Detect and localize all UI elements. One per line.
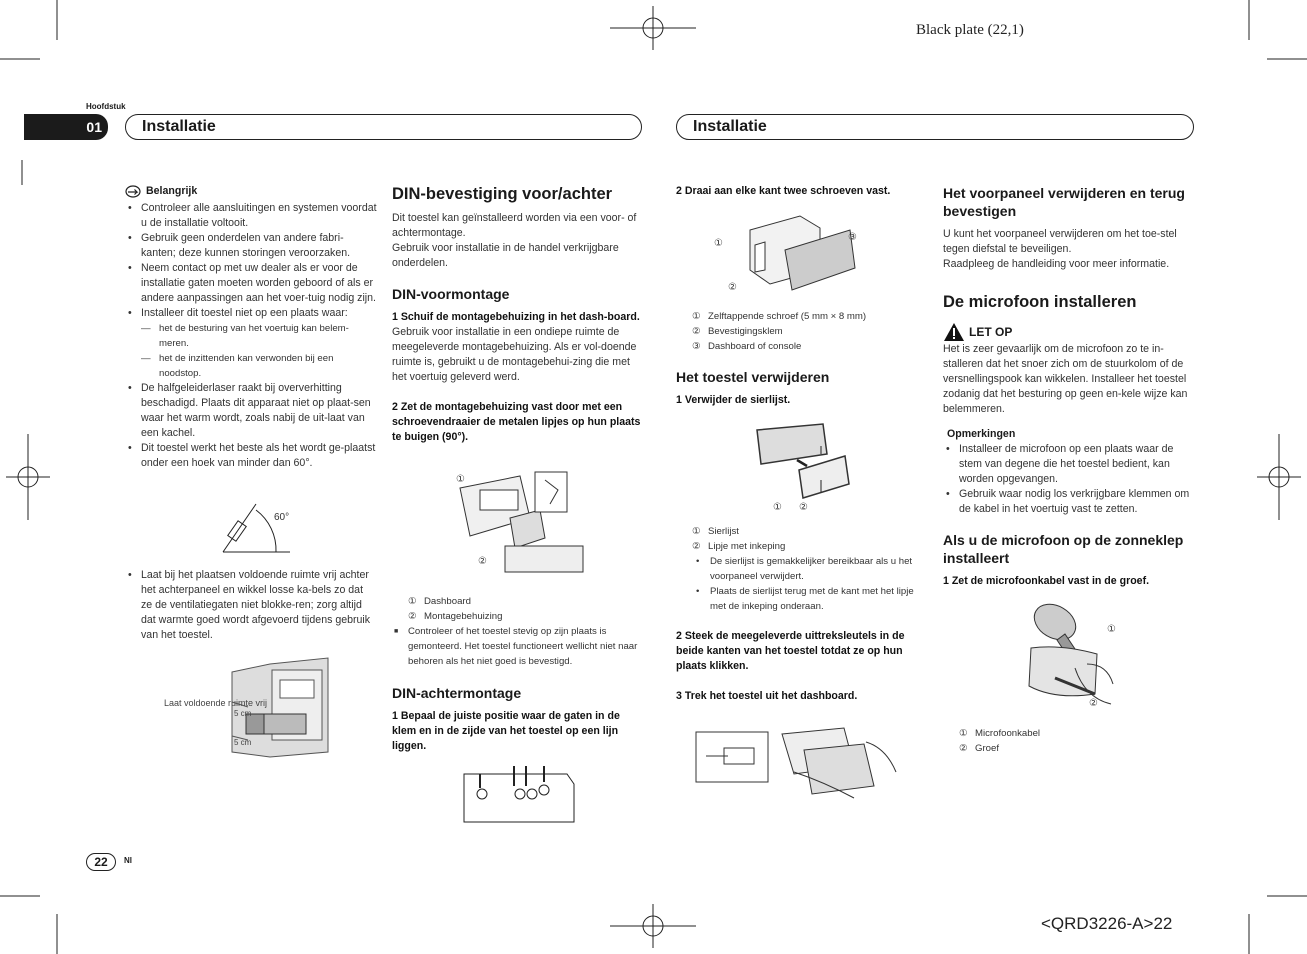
step: 1 Bepaal de juiste positie waar de gaten in de klem en in de zijde van het toestel op een lijn liggen.	[392, 710, 620, 752]
list-item: • Neem contact op met uw dealer als er voor de installatie gaten moeten worden geboord of als er andere aanpassingen aan het voer-tuig nodig zijn.	[125, 261, 377, 306]
paragraph: Gebruik voor installatie in een ondiepe ruimte de meegeleverde montagebehuizing. Als er vol-doende ruimte is, gebruikt u de montagebehui-zing die met het voertuig geleverd werd.	[392, 326, 637, 383]
marker: ①	[692, 526, 701, 537]
step: 1 Zet de microfoonkabel vast in de groef.	[943, 575, 1150, 587]
screws-diagram	[710, 210, 870, 300]
marker: ①	[959, 728, 968, 739]
caption: Dashboard	[424, 596, 471, 607]
section-banner-right: Installatie	[676, 114, 1194, 140]
list-item: • Plaats de sierlijst terug met de kant met het lipje met de inkeping onderaan.	[676, 584, 928, 614]
column-3-lower	[676, 524, 928, 704]
marker: ②	[692, 541, 701, 552]
plate-label: Black plate (22,1)	[916, 22, 1024, 38]
rear-mount-diagram	[462, 764, 577, 824]
list-item: • Installeer dit toestel niet op een plaats waar:	[125, 306, 377, 321]
step: 1 Verwijder de sierlijst.	[676, 394, 791, 406]
caption: Dashboard of console	[708, 341, 802, 352]
column-3	[676, 184, 928, 199]
caption: Groef	[975, 743, 999, 754]
document-code: <QRD3226-A>22	[1041, 914, 1173, 933]
page-lang: Nl	[124, 856, 132, 865]
microphone-diagram	[1015, 598, 1125, 713]
front-mount-diagram	[450, 468, 590, 583]
column-1-lower	[125, 568, 377, 643]
important-title: Belangrijk	[146, 185, 198, 197]
step: 2 Zet de montagebehuizing vast door met een schroevendraaier de metalen lipjes op hun plaats te buigen (90°).	[392, 401, 641, 443]
marker: ③	[848, 232, 857, 243]
list-item: • Gebruik geen onderdelen van andere fabri-kanten; deze kunnen storingen veroorzaken.	[125, 231, 377, 261]
step: 2 Draai aan elke kant twee schroeven vast.	[676, 185, 891, 197]
cm-label: 5 cm	[234, 738, 252, 747]
heading-din: DIN-bevestiging voor/achter	[392, 185, 613, 203]
paragraph: Dit toestel kan geïnstalleerd worden via een voor- of achtermontage.	[392, 212, 637, 239]
caption: Sierlijst	[708, 526, 739, 537]
caption: Microfoonkabel	[975, 728, 1041, 739]
list-item: • Dit toestel werkt het beste als het wordt ge-plaatst onder een hoek van minder dan 60°.	[125, 441, 377, 471]
chapter-label: Hoofdstuk	[86, 102, 126, 111]
notes-title: Opmerkingen	[947, 428, 1016, 440]
angle-diagram	[218, 500, 298, 555]
marker: ①	[456, 474, 465, 485]
heading-mic: De microfoon installeren	[943, 293, 1137, 311]
caption: Montagebehuizing	[424, 611, 503, 622]
paragraph: Gebruik voor installatie in de handel verkrijgbare onderdelen.	[392, 242, 619, 269]
angle-label: 60°	[274, 512, 290, 523]
marker: ②	[799, 502, 808, 513]
step: 1 Schuif de montagebehuizing in het dash-board.	[392, 311, 640, 323]
caption: Zelftappende schroef (5 mm × 8 mm)	[708, 311, 867, 322]
marker: ②	[728, 282, 737, 293]
column-1	[125, 184, 377, 471]
sub-item: — het de inzittenden kan verwonden bij een noodstop.	[125, 351, 377, 381]
trim-diagram	[745, 420, 865, 512]
marker: ①	[714, 238, 723, 249]
caption: Lipje met inkeping	[708, 541, 786, 552]
chapter-number: 01	[24, 114, 108, 140]
heading-front-mount: DIN-voormontage	[392, 286, 510, 302]
marker: ①	[408, 596, 417, 607]
list-item: • De halfgeleiderlaser raakt bij oververhitting beschadigd. Plaats dit apparaat niet op plaat-sen waar het warm wordt, zoals nabij de uit-laat van een kachel.	[125, 381, 377, 441]
cm-label: 5 cm	[234, 709, 252, 718]
column-4	[943, 184, 1195, 589]
caption: Bevestigingsklem	[708, 326, 783, 337]
column-2	[392, 184, 644, 445]
paragraph: Raadpleeg de handleiding voor meer informatie.	[943, 258, 1170, 270]
caution-box	[943, 322, 1195, 342]
step: 2 Steek de meegeleverde uittreksleutels in de beide kanten van het toestel totdat ze op hun plaats klikken.	[676, 630, 905, 672]
important-icon	[125, 185, 142, 198]
marker: ①	[1107, 624, 1116, 635]
marker: ③	[692, 341, 701, 352]
marker: ②	[1089, 698, 1098, 709]
marker: ①	[692, 311, 701, 322]
marker: ②	[408, 611, 417, 622]
column-4-lower	[943, 726, 1195, 756]
step: 3 Trek het toestel uit het dashboard.	[676, 690, 858, 702]
heading-visor: Als u de microfoon op de zonneklep installeert	[943, 532, 1184, 566]
ventilation-diagram	[160, 652, 360, 772]
page-number: 22	[86, 853, 116, 871]
caution-title: LET OP	[969, 324, 1013, 339]
sub-item: — het de besturing van het voertuig kan belem-meren.	[125, 321, 377, 351]
marker: ①	[773, 502, 782, 513]
marker: ②	[478, 556, 487, 567]
column-2-lower	[392, 594, 644, 754]
list-item: • De sierlijst is gemakkelijker bereikbaar als u het voorpaneel verwijdert.	[676, 554, 928, 584]
list-item: • Controleer alle aansluitingen en systemen voordat u de installatie voltooit.	[125, 201, 377, 231]
marker: ②	[959, 743, 968, 754]
column-3-mid	[676, 309, 928, 408]
heading-rear-mount: DIN-achtermontage	[392, 685, 522, 701]
warning-icon	[943, 322, 965, 342]
list-item: • Gebruik waar nodig los verkrijgbare klemmen om de kabel in het voertuig vast te zetten.	[943, 487, 1195, 517]
paragraph: U kunt het voorpaneel verwijderen om het toe-stel tegen diefstal te beveiligen.	[943, 228, 1177, 255]
note: ■ Controleer of het toestel stevig op zijn plaats is gemonteerd. Het toestel functioneert wellicht niet naar behoren als het niet goed is bevestigd.	[392, 624, 644, 669]
heading-panel: Het voorpaneel verwijderen en terug bevestigen	[943, 185, 1185, 219]
paragraph: Het is zeer gevaarlijk om de microfoon zo te in-stalleren dat het snoer zich om de stuurkolom of de versnellingspook kan wikkelen. Installeer het toestel zodanig dat het besturing op geen en-kele wijze kan belemmeren.	[943, 343, 1188, 415]
remove-unit-diagram	[694, 726, 914, 804]
heading-remove: Het toestel verwijderen	[676, 369, 830, 385]
list-item: • Installeer de microfoon op een plaats waar de stem van degene die het toestel bedient, kan worden opgevangen.	[943, 442, 1195, 487]
marker: ②	[692, 326, 701, 337]
section-banner-left: Installatie	[125, 114, 642, 140]
list-item: • Laat bij het plaatsen voldoende ruimte vrij achter het achterpaneel en wikkel losse ka-bels zo dat ze de ventilatiegaten niet blokke-ren; zorg altijd dat warmte goed wordt afgevoerd tijdens gebruik van het toestel.	[125, 568, 377, 643]
space-label: Laat voldoende ruimte vrij	[164, 698, 268, 708]
